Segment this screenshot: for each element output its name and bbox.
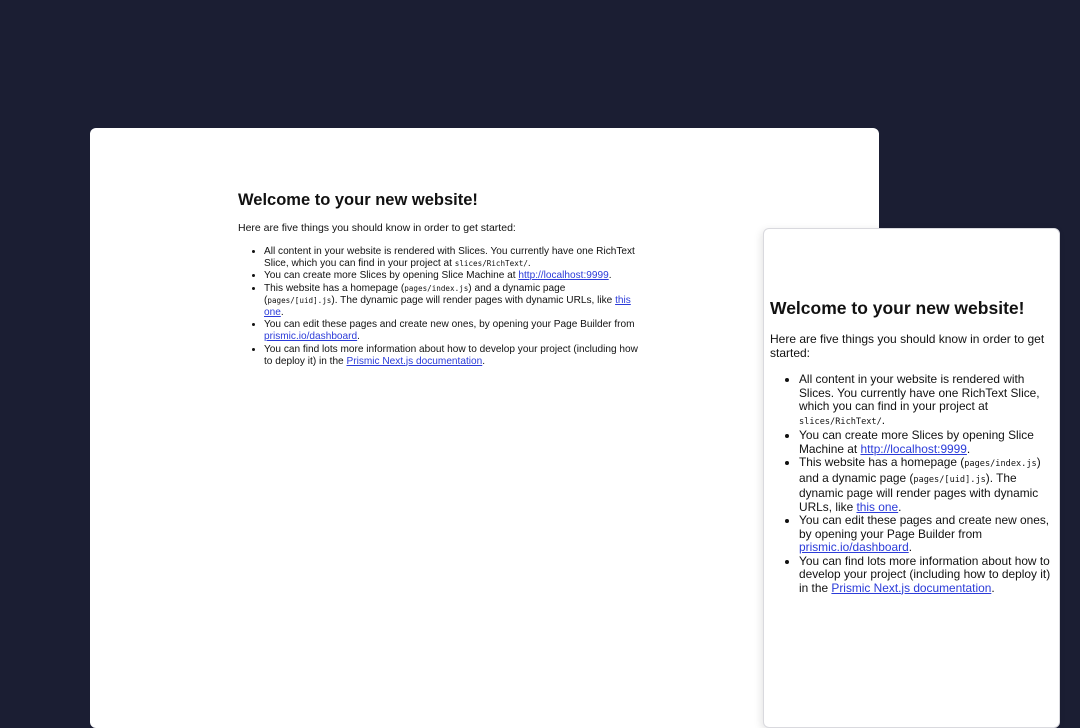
- documentation-link[interactable]: Prismic Next.js documentation: [346, 355, 483, 367]
- code-path: slices/RichText/: [799, 416, 882, 427]
- list-item: • You can find lots more information about how to develop your project (including how to deploy it) in the Prismic Next.js documentation.: [799, 555, 1052, 596]
- list-item: • You can create more Slices by opening Slice Machine at http://localhost:9999.: [264, 270, 638, 282]
- tips-list: [238, 246, 638, 368]
- list-item: • You can create more Slices by opening Slice Machine at http://localhost:9999.: [799, 429, 1052, 456]
- list-item: • This website has a homepage (pages/index.js) and a dynamic page (pages/[uid].js). The dynamic page will render pages with dynamic URLs, like this one.: [799, 456, 1052, 514]
- code-path: pages/index.js: [404, 283, 469, 293]
- code-path: slices/RichText/: [454, 259, 528, 269]
- this-one-link[interactable]: this one: [264, 294, 631, 319]
- code-path: pages/[uid].js: [913, 474, 986, 485]
- list-item: • You can edit these pages and create new ones, by opening your Page Builder from prismic.io/dashboard.: [799, 514, 1052, 555]
- page-title: Welcome to your new website!: [238, 191, 478, 209]
- mobile-content: [770, 297, 1052, 595]
- intro-text: Here are five things you should know in order to get started:: [238, 222, 516, 234]
- mobile-preview: [763, 228, 1060, 728]
- list-item: • You can edit these pages and create new ones, by opening your Page Builder from prismic.io/dashboard.: [264, 319, 638, 343]
- code-path: pages/[uid].js: [267, 295, 332, 305]
- list-item: • This website has a homepage (pages/index.js) and a dynamic page (pages/[uid].js). The dynamic page will render pages with dynamic URLs, like this one.: [264, 283, 638, 320]
- code-path: pages/index.js: [964, 459, 1037, 470]
- desktop-preview: [90, 128, 879, 728]
- slice-machine-link[interactable]: http://localhost:9999: [860, 441, 967, 456]
- page-title: Welcome to your new website!: [770, 298, 1025, 318]
- list-item: • You can find lots more information about how to develop your project (including how to deploy it) in the Prismic Next.js documentation.: [264, 344, 638, 368]
- dashboard-link[interactable]: prismic.io/dashboard: [264, 331, 358, 343]
- this-one-link[interactable]: this one: [856, 499, 899, 514]
- intro-text: Here are five things you should know in order to get started:: [770, 332, 1045, 360]
- dashboard-link[interactable]: prismic.io/dashboard: [799, 540, 909, 555]
- tips-list: [770, 373, 1052, 595]
- list-item: • All content in your website is rendered with Slices. You currently have one RichText Slice, which you can find in your project at slices/RichText/.: [264, 246, 638, 270]
- documentation-link[interactable]: Prismic Next.js documentation: [831, 580, 992, 595]
- desktop-content: [238, 190, 638, 368]
- slice-machine-link[interactable]: http://localhost:9999: [518, 270, 609, 282]
- list-item: • All content in your website is rendered with Slices. You currently have one RichText Slice, which you can find in your project at slices/RichText/.: [799, 373, 1052, 429]
